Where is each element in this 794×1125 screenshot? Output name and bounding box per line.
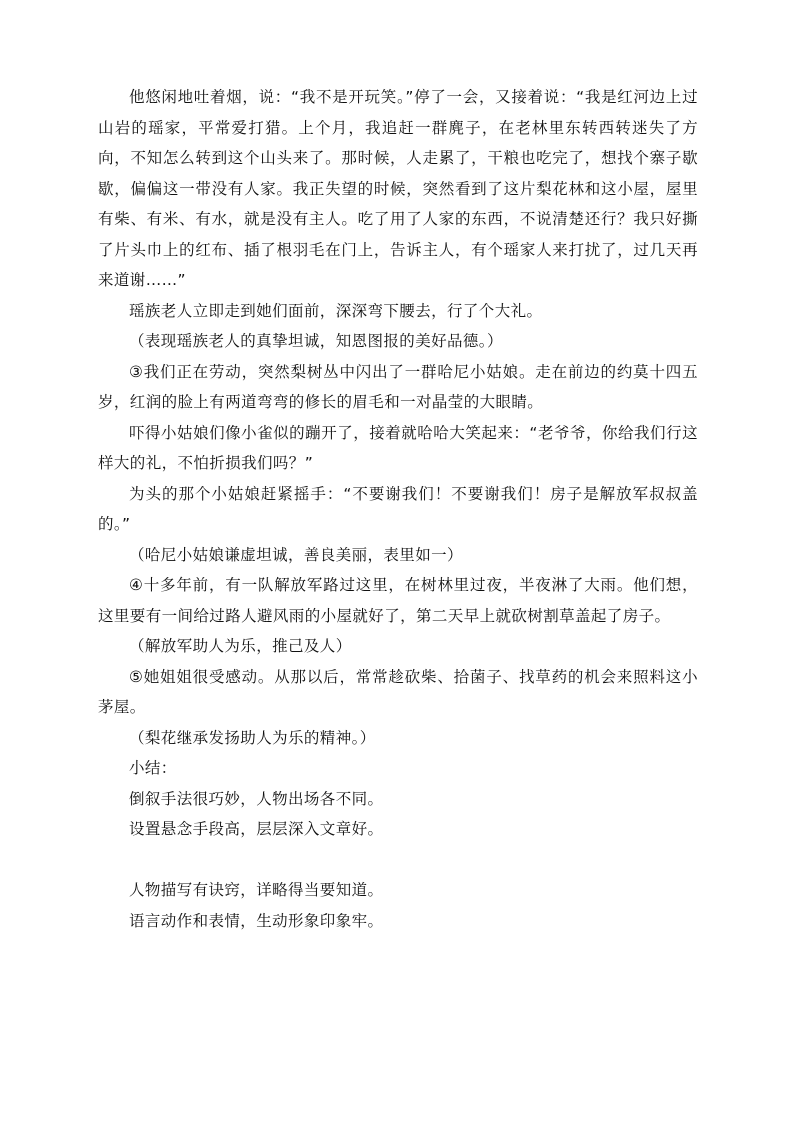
annotation-hani-girls: （哈尼小姑娘谦虚坦诚，善良美丽，表里如一） [129,545,463,564]
summary-blank-line [98,845,698,876]
summary-line-3: 人物描写有诀窍，详略得当要知道。 [129,881,384,899]
summary-line-1: 倒叙手法很巧妙，人物出场各不同。 [129,789,384,808]
summary-line-2: 设置悬念手段高，层层深入文章好。 [129,820,384,838]
annotation-old-man: （表现瑶族老人的真挚坦诚，知恩图报的美好品德。） [129,332,503,350]
summary-heading: 小结： [129,759,177,777]
paragraph-girls-laugh: 吓得小姑娘们像小雀似的蹦开了，接着就哈哈大笑起来：“老爷爷，你给我们行这样大的礼，不怕折损我们吗？” [98,423,698,472]
paragraph-hani-girls: ③我们正在劳动，突然梨树丛中闪出了一群哈尼小姑娘。走在前边的约莫十四五岁，红润的脸上有两道弯弯的修长的眉毛和一对晶莹的大眼睛。 [98,362,698,411]
document-body [98,82,698,936]
paragraph-old-man-speech: 他悠闲地吐着烟，说：“我不是开玩笑。”停了一会，又接着说：“我是红河边上过山岩的瑶家，平常爱打猎。上个月，我追赶一群麂子，在老林里东转西转迷失了方向，不知怎么转到这个山头来了。那时候，人走累了，干粮也吃完了，想找个寨子歇歇，偏偏这一带没有人家。我正失望的时候，突然看到了这片梨花林和这小屋，屋里有柴、有米、有水，就是没有主人。吃了用了人家的东西，不说清楚还行？我只好撕了片头巾上的红布、插了根羽毛在门上，告诉主人，有个瑶家人来打扰了，过几天再来道谢……” [98,88,698,289]
paragraph-bow: 瑶族老人立即走到她们面前，深深弯下腰去，行了个大礼。 [129,301,543,320]
paragraph-leader-girl: 为头的那个小姑娘赶紧摇手：“不要谢我们！不要谢我们！房子是解放军叔叔盖的。” [98,484,698,533]
annotation-pla: （解放军助人为乐，推己及人） [129,637,352,655]
paragraph-pla-soldiers: ④十多年前，有一队解放军路过这里，在树林里过夜，半夜淋了大雨。他们想，这里要有一间给过路人避风雨的小屋就好了，第二天早上就砍树割草盖起了房子。 [98,576,698,625]
annotation-lihua: （梨花继承发扬助人为乐的精神。） [129,728,376,747]
summary-line-4: 语言动作和表情，生动形象印象牢。 [129,911,384,930]
paragraph-sister: ⑤她姐姐很受感动。从那以后，常常趁砍柴、拾菌子、找草药的机会来照料这小茅屋。 [98,667,698,716]
